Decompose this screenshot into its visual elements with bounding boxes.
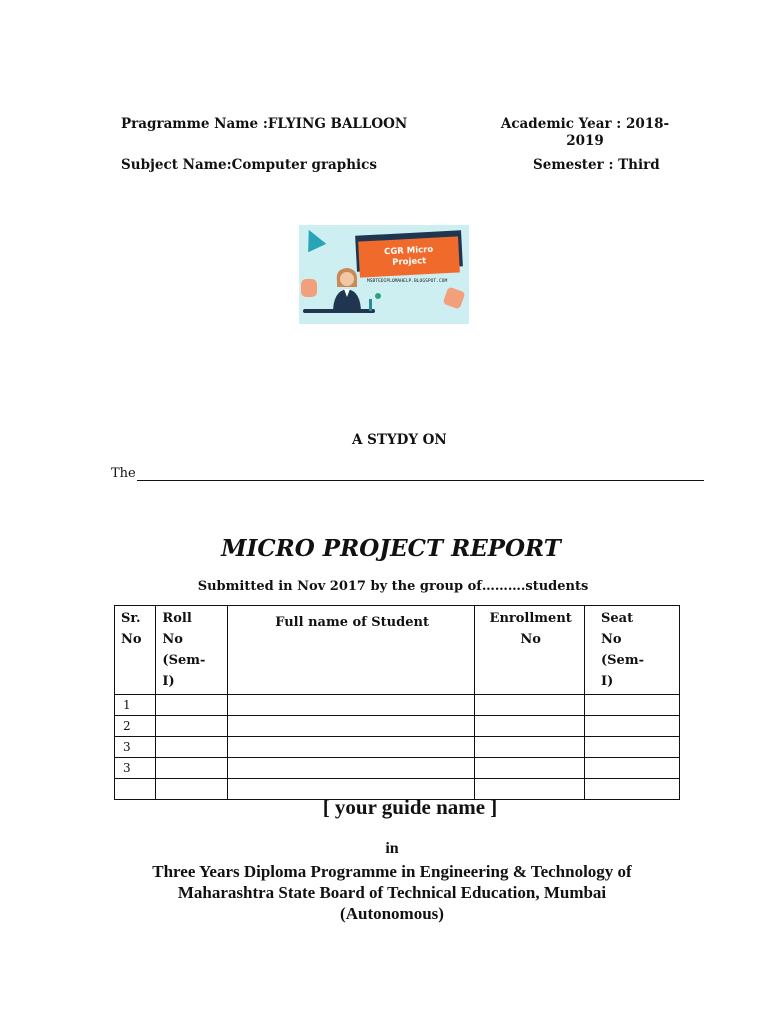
student-table [114,605,680,800]
header-sr-no [115,606,156,695]
table-row [115,758,680,779]
row-cell [156,716,227,737]
footer-line2: Maharashtra State Board of Technical Education, Mumbai [177,883,607,902]
footer-block [0,861,768,924]
academic-year-line1: Academic Year : 2018- [500,116,670,132]
header-roll-line3: (Sem- [162,653,206,668]
table-header-row [115,606,680,695]
lamp-shape [369,299,372,311]
row-cell [156,737,227,758]
banner-title-box [358,236,460,277]
row-cell [585,716,680,737]
row-sr-no: 2 [115,716,156,737]
desk-shape [303,309,375,313]
footer-in: in [385,840,399,857]
header-roll-line1: Roll [162,611,192,626]
header-seat-line4: I) [601,674,614,689]
study-heading: A STYDY ON [352,432,447,448]
row-cell [475,758,585,779]
row-cell [475,695,585,716]
header-seat-line2: No [601,632,622,647]
row-cell [156,758,227,779]
table-row [115,737,680,758]
header-enroll-line2: No [520,632,541,647]
guide-name: [ your guide name ] [322,795,498,819]
row-cell [227,716,474,737]
row-cell [227,695,474,716]
row-sr-no: 3 [115,758,156,779]
row-cell [475,716,585,737]
academic-year [500,116,670,149]
row-cell [156,695,227,716]
triangle-shape [300,226,327,253]
row-cell [585,695,680,716]
table-row [115,695,680,716]
row-sr-no: 3 [115,737,156,758]
submitted-text: Submitted in Nov 2017 by the group of……….students [197,579,589,594]
row-cell [227,758,474,779]
header-sr-line1: Sr. [121,611,141,626]
topic-fill-line [137,480,704,481]
subject-name: Subject Name:Computer graphics [121,157,378,173]
banner-title-line1: CGR Micro [383,244,434,258]
header-seat-line1: Seat [601,611,634,626]
semester: Semester : Third [533,157,660,173]
report-title: MICRO PROJECT REPORT [221,535,561,562]
hexagon-shape-left [301,279,317,297]
the-label: The [111,466,136,481]
academic-year-line2: 2019 [566,133,604,149]
row-cell [585,737,680,758]
header-seat-no [585,606,680,695]
header-sr-line2: No [121,632,142,647]
banner-title-line2: Project [391,256,427,268]
programme-name: Pragramme Name :FLYING BALLOON [121,116,408,132]
row-cell [475,737,585,758]
footer-line1: Three Years Diploma Programme in Engineering & Technology of [152,862,632,881]
header-roll-line2: No [162,632,183,647]
row-cell [585,758,680,779]
header-roll-no [156,606,227,695]
cgr-micro-project-banner [299,225,469,324]
banner-url: MSBTEDIPLOMAHELP.BLOGSPOT.COM [367,279,448,284]
row-sr-no: 1 [115,695,156,716]
header-full-name: Full name of Student [227,606,474,695]
header-enroll-line1: Enrollment [489,611,572,626]
row-cell [227,737,474,758]
plant-shape [375,293,381,299]
footer-line3: (Autonomous) [340,904,444,923]
hexagon-shape-right [442,286,465,309]
header-enrollment-no [475,606,585,695]
header-seat-line3: (Sem- [601,653,644,668]
table-row [115,716,680,737]
header-roll-line4: I) [162,674,175,689]
